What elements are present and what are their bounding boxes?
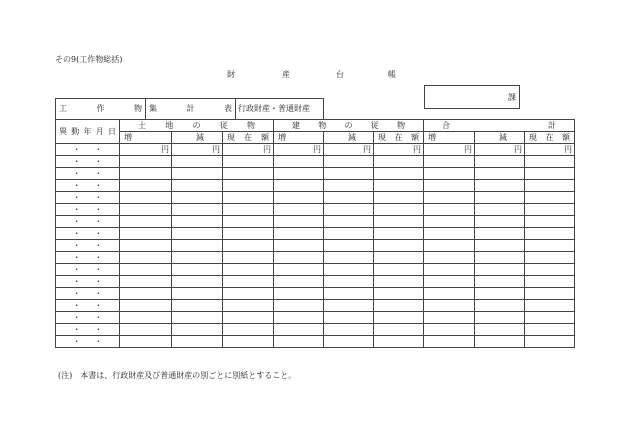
date-dot: ・	[94, 204, 103, 214]
amount-cell[interactable]	[374, 204, 424, 216]
amount-cell[interactable]	[120, 300, 172, 312]
date-dot: ・	[94, 300, 103, 310]
amount-cell[interactable]	[424, 192, 475, 204]
amount-cell[interactable]	[274, 216, 324, 228]
amount-cell[interactable]	[424, 228, 475, 240]
amount-cell[interactable]	[525, 312, 575, 324]
amount-cell[interactable]	[172, 240, 223, 252]
date-cell[interactable]	[56, 156, 120, 168]
amount-cell[interactable]	[223, 204, 274, 216]
amount-cell[interactable]	[172, 144, 223, 156]
amount-cell[interactable]	[475, 144, 525, 156]
amount-cell[interactable]	[424, 276, 475, 288]
amount-cell[interactable]	[324, 204, 374, 216]
amount-cell[interactable]	[223, 156, 274, 168]
group-header-char: 地	[165, 120, 174, 130]
amount-cell[interactable]	[274, 324, 324, 336]
amount-cell[interactable]	[274, 300, 324, 312]
ledger-table	[55, 119, 575, 348]
amount-cell[interactable]	[223, 144, 274, 156]
yen-unit: 円	[564, 144, 572, 154]
footnote: (注) 本書は、行政財産及び普通財産の別ごとに別紙とすること。	[58, 371, 297, 380]
current-amount-char: 現	[378, 132, 386, 142]
amount-cell[interactable]	[374, 180, 424, 192]
amount-cell[interactable]	[324, 228, 374, 240]
date-header-char: 動	[71, 126, 80, 136]
date-cell[interactable]	[56, 276, 120, 288]
amount-cell[interactable]	[525, 276, 575, 288]
table-row	[56, 324, 575, 336]
date-header-char: 月	[95, 126, 104, 136]
decrease-header: 減	[324, 132, 374, 144]
amount-cell[interactable]	[424, 336, 475, 348]
date-dot: ・	[72, 252, 81, 262]
amount-cell[interactable]	[525, 168, 575, 180]
amount-cell[interactable]	[424, 300, 475, 312]
date-cell[interactable]	[56, 204, 120, 216]
amount-cell[interactable]	[424, 324, 475, 336]
table-row	[56, 264, 575, 276]
date-header	[56, 120, 120, 144]
date-header-char: 年	[83, 126, 92, 136]
amount-cell[interactable]	[223, 336, 274, 348]
amount-cell[interactable]	[274, 144, 324, 156]
date-dot: ・	[72, 300, 81, 310]
current-amount-header	[223, 132, 274, 144]
amount-cell[interactable]	[424, 168, 475, 180]
date-cell[interactable]	[56, 192, 120, 204]
current-amount-char: 現	[227, 132, 235, 142]
amount-cell[interactable]	[525, 180, 575, 192]
amount-cell[interactable]	[525, 288, 575, 300]
date-dot: ・	[72, 180, 81, 190]
amount-cell[interactable]	[374, 276, 424, 288]
property-type	[236, 99, 323, 119]
amount-cell[interactable]	[120, 252, 172, 264]
amount-cell[interactable]	[475, 168, 525, 180]
amount-cell[interactable]	[475, 300, 525, 312]
amount-cell[interactable]	[424, 156, 475, 168]
category-header	[55, 98, 324, 119]
yen-unit: 円	[212, 144, 220, 154]
group-header-char: 物	[397, 120, 405, 130]
amount-cell[interactable]	[525, 144, 575, 156]
amount-cell[interactable]	[120, 216, 172, 228]
date-dot: ・	[94, 192, 103, 202]
amount-cell[interactable]	[324, 144, 374, 156]
group-header-char: の	[192, 120, 201, 130]
date-dot: ・	[72, 336, 81, 346]
amount-cell[interactable]	[525, 204, 575, 216]
amount-cell[interactable]	[324, 180, 374, 192]
amount-cell[interactable]	[223, 288, 274, 300]
date-dot: ・	[72, 264, 81, 274]
current-amount-char: 現	[529, 132, 537, 142]
group-header-char: 従	[219, 120, 228, 130]
date-cell[interactable]	[56, 228, 120, 240]
group-header-char: の	[344, 120, 353, 130]
group-header-char: 計	[548, 120, 556, 130]
date-dot: ・	[94, 168, 103, 178]
date-dot: ・	[94, 144, 103, 154]
table-row	[56, 336, 575, 348]
amount-cell[interactable]	[324, 336, 374, 348]
category-kind-char: 物	[134, 104, 142, 113]
amount-cell[interactable]	[172, 324, 223, 336]
amount-cell[interactable]	[120, 180, 172, 192]
amount-cell[interactable]	[172, 180, 223, 192]
amount-cell[interactable]	[223, 192, 274, 204]
amount-cell[interactable]	[274, 336, 324, 348]
amount-cell[interactable]	[120, 336, 172, 348]
amount-cell[interactable]	[274, 288, 324, 300]
amount-cell[interactable]	[120, 204, 172, 216]
current-amount-char: 在	[545, 132, 554, 142]
category-type-char: 計	[186, 104, 195, 113]
amount-cell[interactable]	[324, 216, 374, 228]
amount-cell[interactable]	[274, 156, 324, 168]
category-type-char: 表	[224, 104, 232, 113]
yen-unit: 円	[161, 144, 169, 154]
amount-cell[interactable]	[475, 288, 525, 300]
department-box	[424, 85, 520, 109]
amount-cell[interactable]	[374, 264, 424, 276]
date-dot: ・	[72, 228, 81, 238]
category-type-char: 集	[149, 104, 157, 113]
group-header-char: 建	[292, 120, 300, 130]
date-header-char: 日	[108, 126, 116, 136]
amount-cell[interactable]	[223, 300, 274, 312]
table-row	[56, 240, 575, 252]
date-dot: ・	[72, 204, 81, 214]
date-dot: ・	[72, 192, 81, 202]
date-cell[interactable]	[56, 180, 120, 192]
table-row	[56, 288, 575, 300]
amount-cell[interactable]	[475, 312, 525, 324]
amount-cell[interactable]	[120, 168, 172, 180]
amount-cell[interactable]	[324, 300, 374, 312]
date-cell[interactable]	[56, 336, 120, 348]
group-header	[424, 120, 575, 132]
amount-cell[interactable]	[274, 252, 324, 264]
group-header-char: 物	[318, 120, 327, 130]
amount-cell[interactable]	[172, 336, 223, 348]
date-dot: ・	[94, 336, 103, 346]
date-cell[interactable]	[56, 240, 120, 252]
amount-cell[interactable]	[274, 276, 324, 288]
amount-cell[interactable]	[274, 228, 324, 240]
date-dot: ・	[94, 288, 103, 298]
amount-cell[interactable]	[274, 168, 324, 180]
current-amount-char: 在	[394, 132, 403, 142]
amount-cell[interactable]	[374, 216, 424, 228]
table-row	[56, 192, 575, 204]
amount-cell[interactable]	[172, 228, 223, 240]
amount-cell[interactable]	[324, 240, 374, 252]
table-row	[56, 204, 575, 216]
amount-cell[interactable]	[223, 252, 274, 264]
amount-cell[interactable]	[525, 264, 575, 276]
department-label: 課	[508, 93, 516, 102]
amount-cell[interactable]	[475, 276, 525, 288]
category-type	[146, 99, 236, 119]
amount-cell[interactable]	[120, 324, 172, 336]
date-dot: ・	[94, 252, 103, 262]
table-row	[56, 228, 575, 240]
date-cell[interactable]	[56, 264, 120, 276]
date-dot: ・	[94, 156, 103, 166]
amount-cell[interactable]	[424, 240, 475, 252]
amount-cell[interactable]	[525, 252, 575, 264]
amount-cell[interactable]	[424, 204, 475, 216]
table-row	[56, 312, 575, 324]
amount-cell[interactable]	[525, 156, 575, 168]
amount-cell[interactable]	[374, 300, 424, 312]
amount-cell[interactable]	[120, 228, 172, 240]
date-dot: ・	[72, 324, 81, 334]
date-dot: ・	[72, 216, 81, 226]
amount-cell[interactable]	[525, 324, 575, 336]
yen-unit: 円	[263, 144, 271, 154]
amount-cell[interactable]	[475, 336, 525, 348]
amount-cell[interactable]	[172, 252, 223, 264]
table-row	[56, 168, 575, 180]
amount-cell[interactable]	[525, 336, 575, 348]
amount-cell[interactable]	[424, 252, 475, 264]
current-amount-header	[525, 132, 575, 144]
table-row	[56, 276, 575, 288]
date-dot: ・	[72, 240, 81, 250]
group-header-char: 土	[138, 120, 146, 130]
category-kind-char: 工	[59, 104, 67, 113]
amount-cell[interactable]	[324, 156, 374, 168]
property-type-label: 行政財産・普通財産	[238, 104, 310, 113]
increase-header: 増	[274, 132, 324, 144]
date-dot: ・	[94, 216, 103, 226]
date-header-char: 異	[59, 126, 67, 136]
decrease-header: 減	[475, 132, 525, 144]
table-row	[56, 144, 575, 156]
date-dot: ・	[94, 240, 103, 250]
amount-cell[interactable]	[223, 180, 274, 192]
date-dot: ・	[72, 288, 81, 298]
amount-cell[interactable]	[274, 204, 324, 216]
amount-cell[interactable]	[223, 324, 274, 336]
amount-cell[interactable]	[374, 324, 424, 336]
amount-cell[interactable]	[223, 264, 274, 276]
amount-cell[interactable]	[374, 240, 424, 252]
amount-cell[interactable]	[274, 264, 324, 276]
amount-cell[interactable]	[172, 192, 223, 204]
title-char: 産	[282, 70, 290, 79]
amount-cell[interactable]	[223, 168, 274, 180]
date-dot: ・	[94, 228, 103, 238]
current-amount-char: 額	[411, 132, 419, 142]
title-char: 台	[336, 70, 344, 79]
amount-cell[interactable]	[424, 144, 475, 156]
amount-cell[interactable]	[120, 276, 172, 288]
current-amount-char: 在	[244, 132, 252, 142]
amount-cell[interactable]	[120, 156, 172, 168]
amount-cell[interactable]	[424, 216, 475, 228]
amount-cell[interactable]	[374, 252, 424, 264]
amount-cell[interactable]	[120, 288, 172, 300]
amount-cell[interactable]	[172, 216, 223, 228]
amount-cell[interactable]	[424, 288, 475, 300]
increase-header: 増	[424, 132, 475, 144]
date-cell[interactable]	[56, 288, 120, 300]
amount-cell[interactable]	[172, 312, 223, 324]
date-dot: ・	[94, 276, 103, 286]
date-cell[interactable]	[56, 216, 120, 228]
amount-cell[interactable]	[525, 228, 575, 240]
amount-cell[interactable]	[223, 216, 274, 228]
amount-cell[interactable]	[223, 228, 274, 240]
date-dot: ・	[94, 264, 103, 274]
amount-cell[interactable]	[374, 156, 424, 168]
amount-cell[interactable]	[172, 288, 223, 300]
yen-unit: 円	[363, 144, 371, 154]
amount-cell[interactable]	[324, 288, 374, 300]
date-cell[interactable]	[56, 144, 120, 156]
amount-cell[interactable]	[374, 144, 424, 156]
date-dot: ・	[72, 144, 81, 154]
current-amount-char: 額	[261, 132, 269, 142]
amount-cell[interactable]	[324, 252, 374, 264]
date-dot: ・	[94, 180, 103, 190]
amount-cell[interactable]	[324, 312, 374, 324]
amount-cell[interactable]	[475, 264, 525, 276]
amount-cell[interactable]	[274, 240, 324, 252]
amount-cell[interactable]	[172, 264, 223, 276]
yen-unit: 円	[464, 144, 472, 154]
amount-cell[interactable]	[274, 192, 324, 204]
current-amount-header	[374, 132, 424, 144]
date-dot: ・	[94, 312, 103, 322]
title-char: 財	[227, 70, 235, 79]
amount-cell[interactable]	[424, 180, 475, 192]
group-header-char: 物	[247, 120, 255, 130]
date-dot: ・	[72, 276, 81, 286]
table-row	[56, 216, 575, 228]
amount-cell[interactable]	[374, 192, 424, 204]
table-row	[56, 156, 575, 168]
amount-cell[interactable]	[424, 264, 475, 276]
category-kind	[56, 99, 146, 119]
amount-cell[interactable]	[120, 312, 172, 324]
amount-cell[interactable]	[120, 192, 172, 204]
amount-cell[interactable]	[525, 192, 575, 204]
yen-unit: 円	[413, 144, 421, 154]
increase-header: 増	[120, 132, 172, 144]
date-cell[interactable]	[56, 312, 120, 324]
amount-cell[interactable]	[223, 276, 274, 288]
amount-cell[interactable]	[475, 228, 525, 240]
amount-cell[interactable]	[475, 192, 525, 204]
category-kind-char: 作	[96, 104, 105, 113]
date-cell[interactable]	[56, 324, 120, 336]
amount-cell[interactable]	[475, 252, 525, 264]
amount-cell[interactable]	[374, 336, 424, 348]
title-char: 帳	[388, 70, 396, 79]
current-amount-char: 額	[562, 132, 570, 142]
amount-cell[interactable]	[475, 216, 525, 228]
date-dot: ・	[72, 168, 81, 178]
amount-cell[interactable]	[525, 300, 575, 312]
decrease-header: 減	[172, 132, 223, 144]
yen-unit: 円	[514, 144, 522, 154]
amount-cell[interactable]	[223, 312, 274, 324]
amount-cell[interactable]	[172, 300, 223, 312]
yen-unit: 円	[313, 144, 321, 154]
amount-cell[interactable]	[525, 216, 575, 228]
amount-cell[interactable]	[324, 324, 374, 336]
group-header-char: 従	[370, 120, 379, 130]
amount-cell[interactable]	[324, 276, 374, 288]
amount-cell[interactable]	[274, 180, 324, 192]
group-header-char: 合	[442, 120, 450, 130]
amount-cell[interactable]	[374, 228, 424, 240]
amount-cell[interactable]	[172, 276, 223, 288]
date-cell[interactable]	[56, 252, 120, 264]
table-row	[56, 180, 575, 192]
form-number: その9(工作物総括)	[55, 55, 123, 64]
date-cell[interactable]	[56, 168, 120, 180]
amount-cell[interactable]	[475, 180, 525, 192]
amount-cell[interactable]	[120, 144, 172, 156]
amount-cell[interactable]	[525, 240, 575, 252]
amount-cell[interactable]	[475, 156, 525, 168]
amount-cell[interactable]	[120, 240, 172, 252]
date-dot: ・	[72, 156, 81, 166]
amount-cell[interactable]	[223, 240, 274, 252]
table-row	[56, 300, 575, 312]
amount-cell[interactable]	[475, 240, 525, 252]
date-dot: ・	[94, 324, 103, 334]
amount-cell[interactable]	[374, 288, 424, 300]
amount-cell[interactable]	[475, 204, 525, 216]
amount-cell[interactable]	[374, 168, 424, 180]
amount-cell[interactable]	[475, 324, 525, 336]
date-cell[interactable]	[56, 300, 120, 312]
group-header	[274, 120, 424, 132]
amount-cell[interactable]	[120, 264, 172, 276]
amount-cell[interactable]	[324, 264, 374, 276]
amount-cell[interactable]	[172, 168, 223, 180]
amount-cell[interactable]	[424, 312, 475, 324]
group-header	[120, 120, 274, 132]
date-dot: ・	[72, 312, 81, 322]
amount-cell[interactable]	[374, 312, 424, 324]
amount-cell[interactable]	[274, 312, 324, 324]
amount-cell[interactable]	[172, 156, 223, 168]
amount-cell[interactable]	[324, 168, 374, 180]
table-row	[56, 252, 575, 264]
amount-cell[interactable]	[324, 192, 374, 204]
amount-cell[interactable]	[172, 204, 223, 216]
